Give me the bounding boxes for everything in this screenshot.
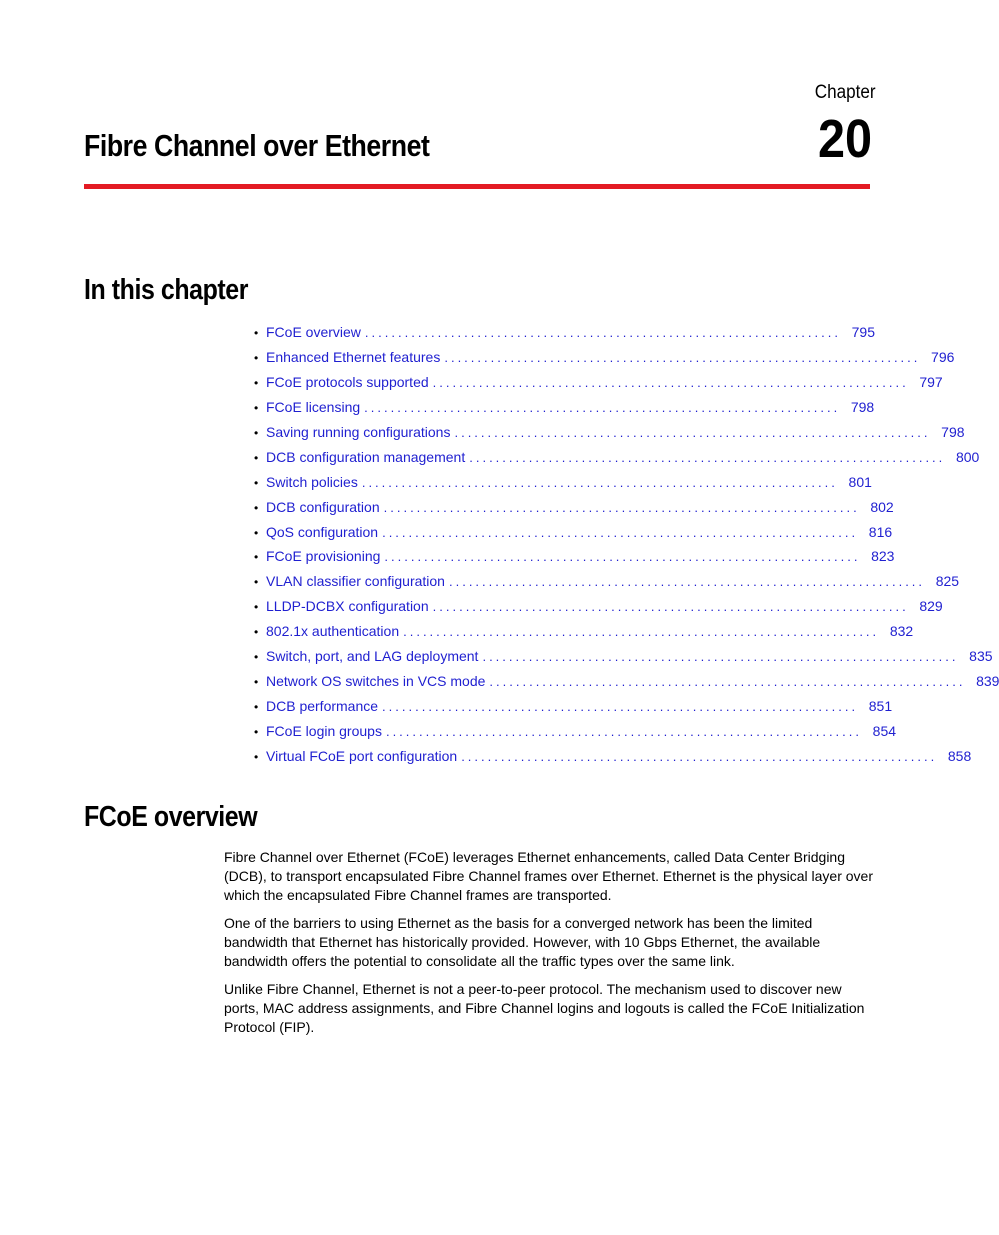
toc-leader: ........................................................................ [489, 674, 966, 690]
chapter-title: Fibre Channel over Ethernet [84, 128, 430, 163]
toc-item[interactable] [254, 520, 893, 545]
toc-item[interactable] [254, 395, 875, 420]
toc-item[interactable] [254, 420, 965, 445]
toc-page-link[interactable]: 816 [868, 523, 893, 540]
toc-leader: ........................................................................ [383, 499, 860, 515]
bullet-icon: • [254, 425, 259, 440]
toc-item[interactable] [254, 744, 972, 769]
toc-link[interactable]: FCoE overview [266, 324, 361, 340]
toc-page-link[interactable]: 823 [871, 548, 895, 565]
toc-leader: ........................................................................ [444, 349, 921, 365]
toc-page-link[interactable]: 858 [947, 747, 972, 764]
toc-leader: ........................................................................ [432, 374, 909, 390]
toc-leader: ........................................................................ [448, 574, 926, 590]
chapter-number: 20 [817, 109, 872, 169]
toc-link[interactable]: DCB configuration management [266, 448, 466, 465]
toc-item[interactable] [254, 320, 875, 345]
toc-leader: ........................................................................ [469, 449, 946, 465]
toc-page-link[interactable]: 798 [941, 423, 965, 440]
bullet-icon: • [254, 700, 259, 715]
toc-link[interactable]: VLAN classifier configuration [266, 573, 445, 590]
bullet-icon: • [254, 625, 259, 640]
overview-paragraph: Fibre Channel over Ethernet (FCoE) leverages Ethernet enhancements, called Data Center Bridging (DCB), to transport encapsulated Fibre Channel frames over Ethernet. Ethernet is the physical layer over which the encapsulated Fibre Channel frames are transported. [224, 849, 873, 903]
toc-link[interactable]: Enhanced Ethernet features [266, 348, 441, 365]
chapter-title-rule [84, 184, 870, 189]
toc-page-link[interactable]: 800 [955, 448, 980, 465]
overview-paragraph: Unlike Fibre Channel, Ethernet is not a peer-to-peer protocol. The mechanism used to discover new ports, MAC address assignments, and Fibre Channel logins and logouts is called the FCoE Initialization Protocol (FIP). [224, 981, 865, 1035]
toc-link[interactable]: FCoE licensing [266, 398, 361, 415]
toc-link[interactable]: FCoE provisioning [266, 548, 381, 565]
toc-leader: ........................................................................ [364, 325, 841, 340]
toc-link[interactable]: DCB performance [266, 698, 379, 715]
toc-leader: ........................................................................ [403, 624, 880, 640]
toc-item[interactable] [254, 345, 955, 370]
bullet-icon: • [254, 450, 259, 465]
toc-leader: ........................................................................ [382, 699, 859, 715]
bullet-icon: • [254, 375, 259, 390]
toc-item[interactable] [254, 470, 872, 495]
bullet-icon: • [254, 550, 259, 565]
toc-page-link[interactable]: 829 [919, 598, 943, 615]
toc-page-link[interactable]: 798 [850, 398, 875, 415]
toc-item[interactable] [254, 594, 943, 619]
toc-item[interactable] [254, 370, 943, 395]
toc-leader: ........................................................................ [432, 599, 909, 615]
toc-page-link[interactable]: 797 [919, 373, 943, 390]
toc-page-link[interactable]: 802 [870, 498, 894, 515]
toc-page-link[interactable]: 796 [931, 348, 955, 365]
toc-leader: ........................................................................ [382, 524, 859, 540]
toc-leader: ........................................................................ [364, 399, 841, 415]
toc-item[interactable] [254, 669, 999, 694]
overview-body [224, 848, 874, 1046]
toc-page-link[interactable]: 854 [872, 723, 897, 739]
toc-link[interactable]: FCoE protocols supported [266, 373, 429, 390]
toc-section-title: In this chapter [84, 274, 249, 306]
bullet-icon: • [254, 650, 259, 665]
toc-item[interactable] [254, 644, 993, 669]
toc-page-link[interactable]: 839 [976, 673, 999, 690]
toc-leader: ........................................................................ [461, 748, 938, 764]
toc-item[interactable] [254, 495, 894, 520]
toc-page-link[interactable]: 851 [868, 698, 893, 715]
toc-page-link[interactable]: 795 [851, 324, 875, 340]
toc-link[interactable]: Network OS switches in VCS mode [266, 673, 486, 690]
toc-link[interactable]: Switch policies [266, 473, 358, 490]
bullet-icon: • [254, 725, 259, 739]
toc-leader: ........................................................................ [482, 649, 959, 665]
bullet-icon: • [254, 600, 259, 615]
toc-page-link[interactable]: 835 [969, 648, 993, 665]
toc-link[interactable]: Saving running configurations [266, 423, 451, 440]
bullet-icon: • [254, 500, 259, 515]
toc-link[interactable]: QoS configuration [266, 523, 379, 540]
toc-leader: ........................................................................ [384, 549, 861, 565]
toc-link[interactable]: 802.1x authentication [266, 623, 400, 640]
toc-item[interactable] [254, 569, 960, 594]
bullet-icon: • [254, 575, 259, 590]
toc-item[interactable] [254, 445, 980, 470]
overview-paragraph: One of the barriers to using Ethernet as the basis for a converged network has been the limited bandwidth that Ethernet has historically provided. However, with 10 Gbps Ethernet, the available bandwidth offers the potential to consolidate all the traffic types over the same link. [224, 915, 821, 969]
toc-page-link[interactable]: 832 [889, 623, 914, 640]
toc-item[interactable] [254, 619, 914, 644]
toc-link[interactable]: DCB configuration [266, 498, 380, 515]
toc-item[interactable] [254, 694, 893, 719]
toc-leader: ........................................................................ [361, 474, 838, 490]
bullet-icon: • [254, 749, 259, 764]
bullet-icon: • [254, 326, 259, 340]
bullet-icon: • [254, 400, 259, 415]
toc-link[interactable]: LLDP-DCBX configuration [266, 598, 429, 615]
toc-link[interactable]: Switch, port, and LAG deployment [266, 648, 479, 665]
bullet-icon: • [254, 475, 259, 490]
chapter-toc [254, 320, 999, 769]
overview-section-title: FCoE overview [84, 801, 258, 833]
toc-link[interactable]: Virtual FCoE port configuration [266, 747, 458, 764]
toc-page-link[interactable]: 801 [848, 473, 872, 490]
toc-item[interactable] [254, 719, 897, 744]
bullet-icon: • [254, 675, 259, 690]
toc-link[interactable]: FCoE login groups [266, 723, 382, 739]
bullet-icon: • [254, 350, 259, 365]
chapter-label: Chapter [815, 82, 876, 103]
toc-item[interactable] [254, 544, 895, 569]
bullet-icon: • [254, 525, 259, 540]
toc-leader: ........................................................................ [385, 724, 863, 739]
toc-leader: ........................................................................ [454, 424, 931, 440]
toc-page-link[interactable]: 825 [935, 573, 960, 590]
